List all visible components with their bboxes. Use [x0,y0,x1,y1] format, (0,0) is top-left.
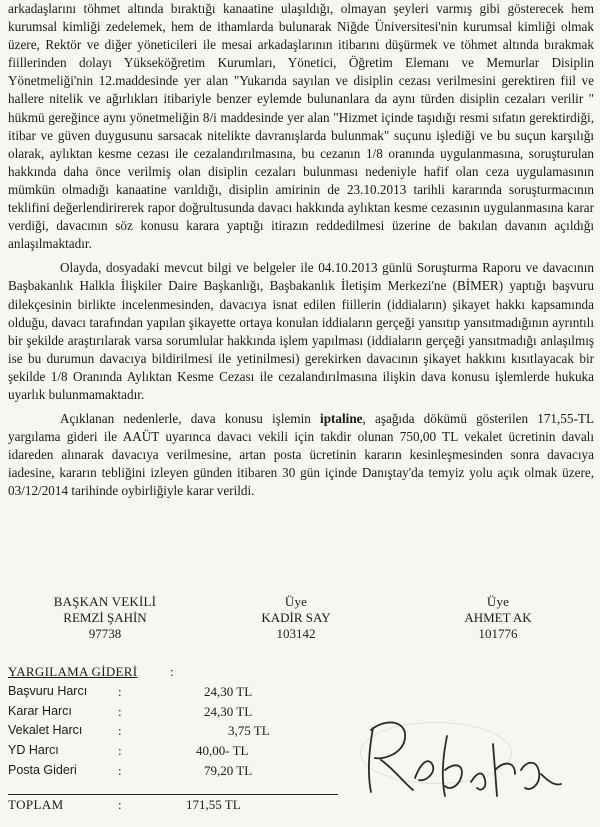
paragraph-2: Olayda, dosyadaki mevcut bilgi ve belgeler ile 04.10.2013 günlü Soruşturma Raporu ve davacının Başbakanlık Halkla İlişkiler Daire Başkanlığı, Başbakanlık İletişim Merkezi'ne (BİMER) yaptığı başvuru dilekçesinin birlikte incelenmesinden, davacıya isnat edilen fiillerin (iddiaların) şikayet hakkı kapsamında olduğu, davacı tarafından yapılan şikayette ortaya konulan iddiaların gerçeği yansıtıp yansıtmadığının ayrıntılı bir şekilde araştırılarak varsa sorumlular hakkında işlem yapılması (iddiaların gerçeği yansıtmadığı anlaşılmış ise bu durumun davacıya bildirilmesi ile yetinilmesi) gerekirken davacının şikayet hakkını kısıtlayacak bir şekilde 1/8 Oranında Aylıktan Kesme Cezası ile cezalandırılmasına ilişkin dava konusu işlemlerde hukuka uyarlık bulunmamaktadır. [8,260,594,402]
cost-title-row [8,662,348,682]
total-value: 171,55 TL [186,796,241,812]
decision-body [8,0,594,501]
cost-label: Posta Gideri [8,762,77,777]
cost-value: 79,20 TL [204,762,253,778]
cost-row [8,682,348,702]
cost-title: YARGILAMA GİDERİ [8,664,138,679]
cost-row [8,741,348,761]
paragraph-3-start: Açıklanan nedenlerle, dava konusu işlemin [60,411,321,427]
signer-chair [35,594,175,642]
cost-title-colon: : [170,664,174,679]
cost-label: Karar Harcı [8,703,72,718]
signer-title: Üye [486,594,510,609]
paragraph-3-end: , aşağıda dökümü gösterilen 171,55-TL yargılama gideri ile AAÜT uyarınca davacı vekili için takdir olunan 750,00 TL vekalet ücretinin davalı idareden alınarak davacıya verilmesine, artan posta ücretinin kararın kesinleşmesinden sonra davacıya iadesine, kararın tebliğini izleyen günden itibaren 30 gün içinde Danıştay'da temyiz yolu açık olmak üzere, 03/12/2014 tarihinde oybirliğiyle karar verildi. [8,411,595,499]
signer-name: KADİR SAY [261,610,331,625]
signer-member-1 [226,594,366,642]
total-colon: : [118,796,122,812]
signer-number: 97738 [88,626,122,641]
cost-table [8,662,348,815]
signer-member-2 [428,594,568,642]
paragraph-1: arkadaşlarını töhmet altında bıraktığı kanaatine ulaşıldığı, olmayan şeyleri varmış gibi gösterecek hem kurumsal kimliği zedelemek, hem de ithamlarda bulunarak Niğde Üniversitesi'nin kurumsal kimliği olmak üzere, Rektör ve diğer yöneticileri ile mesai arkadaşlarının itibarını düşürmek ve töhmet altında bırakmak fiillerinden dolayı Yükseköğretim Kurumları, Yönetici, Öğretim Elemanı ve Memurlar Disiplin Yönetmeliği'nin 12.maddesinde yer alan "Yukarıda sayılan ve disiplin cezası verilmesini gerektiren fiil ve hallere nitelik ve ağırlıkları itibariyle benzer eylemde bulunanlara da aynı türden disiplin cezaları verilir " hükmü gereğince aynı yönetmeliğin 8/i maddesinde yer alan "Hizmet içinde taşıdığı resmi sıfatın gerektirdiği, itibar ve güven duygusunu sarsacak nitelikte davranışlarda bulunmak" suçunu işlediği ve bu suçun karşılığı olarak, aylıktan kesme cezası ile cezalandırılmasına, bu cezanın 1/8 oranında uygulanmasına, soruşturulan hakkında daha önce verilmiş olan disiplin cezaları bulunması nedeniyle hafif olan ceza uygulamasının mümkün olmadığı kanaatine varıldığı, disiplin amirinin de 23.10.2013 tarihli kararında soruşturmacının teklifini değerlendirirerek rapor doğrultusunda davacı hakkında aylıktan kesme cezasının uygulanmasına karar verdiği, davacının söz konusu karara yaptığı itirazın reddedilmesi üzerine de bakılan davanın açıldığı anlaşılmaktadır. [8,1,594,252]
cost-row [8,761,348,781]
cost-row [8,721,348,741]
cost-colon: : [118,762,122,778]
cost-colon: : [118,683,122,699]
cost-label: Vekalet Harcı [8,723,83,738]
signer-title: BAŞKAN VEKİLİ [53,594,157,609]
cost-value: 24,30 TL [204,703,253,719]
signer-name: REMZİ ŞAHİN [63,610,147,625]
paragraph-3 [8,410,594,500]
cost-label: Başvuru Harcı [8,683,88,698]
signer-number: 103142 [276,626,316,641]
signer-number: 101776 [478,626,518,641]
cost-value: 40,00- TL [196,743,249,759]
signer-name: AHMET AK [464,610,532,625]
handwritten-signature-icon [355,700,565,810]
cost-colon: : [118,723,122,739]
cost-colon: : [118,703,122,719]
cost-row [8,702,348,722]
cost-colon: : [118,743,122,759]
cost-label: YD Harcı [8,743,59,758]
total-label: TOPLAM [8,796,64,812]
cost-value: 3,75 TL [228,723,270,739]
signer-title: Üye [284,594,308,609]
paragraph-3-bold: iptaline [320,411,363,427]
cost-value: 24,30 TL [204,683,253,699]
cost-total-row [8,795,348,815]
